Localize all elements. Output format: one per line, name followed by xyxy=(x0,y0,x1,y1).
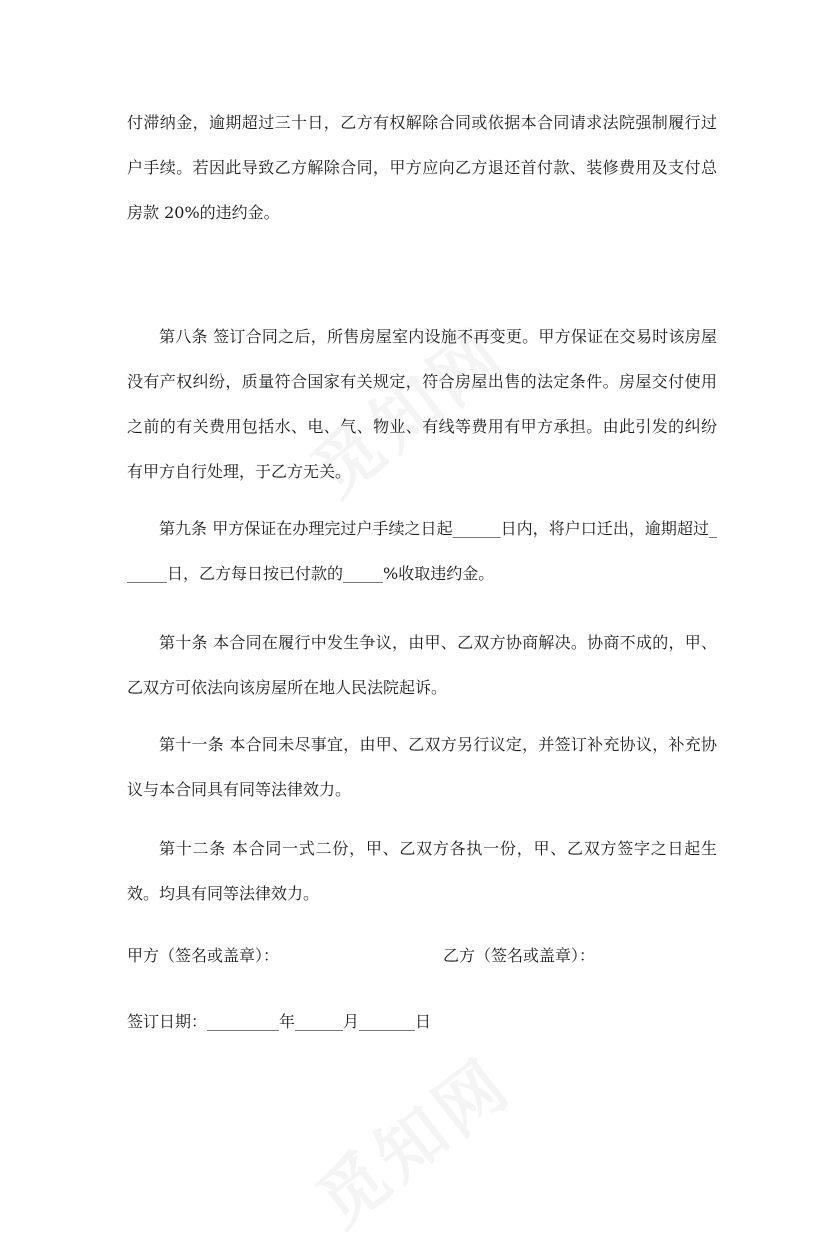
clause-12: 第十二条 本合同一式二份，甲、乙双方各执一份，甲、乙双方签字之日起生效。均具有同等法律效力。 xyxy=(127,839,717,903)
signing-date-line: 签订日期：_________年______月_______日 xyxy=(127,1012,432,1031)
clause-10: 第十条 本合同在履行中发生争议，由甲、乙双方协商解决。协商不成的，甲、乙双方可依法向该房屋所在地人民法院起诉。 xyxy=(127,633,717,697)
party-b-signature-label: 乙方（签名或盖章）： xyxy=(443,946,596,965)
clause-7-continued: 付滞纳金，逾期超过三十日，乙方有权解除合同或依据本合同请求法院强制履行过户手续。若因此导致乙方解除合同，甲方应向乙方退还首付款、装修费用及支付总房款 20%的违约金。 xyxy=(127,113,717,222)
party-a-signature-label: 甲方（签名或盖章）： xyxy=(127,946,280,965)
clause-9: 第九条 甲方保证在办理完过户手续之日起______日内，将户口迁出，逾期超过______日，乙方每日按已付款的_____%收取违约金。 xyxy=(127,519,717,583)
watermark-lower xyxy=(294,1032,529,1245)
clause-11: 第十一条 本合同未尽事宜，由甲、乙双方另行议定，并签订补充协议，补充协议与本合同具有同等法律效力。 xyxy=(127,735,717,799)
clause-8: 第八条 签订合同之后，所售房屋室内设施不再变更。甲方保证在交易时该房屋没有产权纠纷，质量符合国家有关规定，符合房屋出售的法定条件。房屋交付使用之前的有关费用包括水、电、气、物业、有线等费用有甲方承担。由此引发的纠纷有甲方自行处理，于乙方无关。 xyxy=(127,327,717,481)
